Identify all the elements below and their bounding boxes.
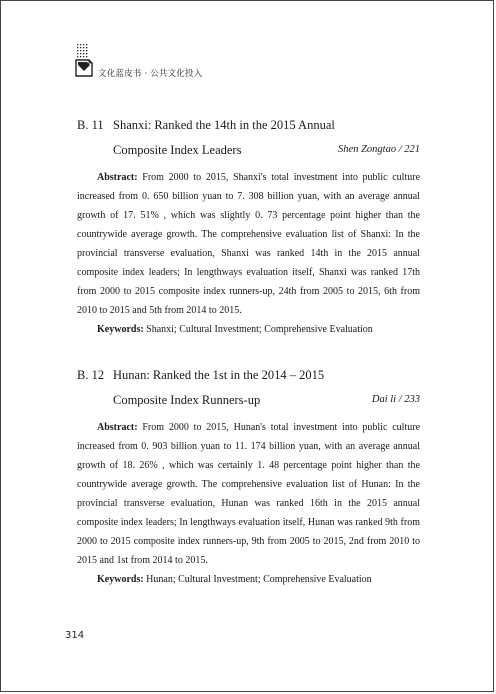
section-title-line1: Hunan: Ranked the 1st in the 2014 – 2015 [113, 368, 325, 382]
running-header: 文化蓝皮书 · 公共文化投入 [98, 69, 203, 79]
keywords-text: Shanxi; Cultural Investment; Comprehensive Evaluation [146, 324, 373, 335]
section-title [77, 367, 420, 383]
section-number: B. 11 [77, 118, 104, 132]
section-title-line1: Shanxi: Ranked the 14th in the 2015 Annual [113, 118, 335, 132]
section-title [77, 117, 420, 133]
section-title-line2: Composite Index Leaders [113, 143, 242, 157]
abstract-paragraph [77, 418, 420, 570]
abstract-paragraph [77, 168, 420, 320]
keywords-line [77, 320, 420, 339]
keywords-text: Hunan; Cultural Investment; Comprehensive Evaluation [146, 574, 372, 585]
section-title-line2-row [77, 142, 420, 158]
abstract-section-b12 [77, 367, 420, 589]
book-series-logo-icon [75, 43, 97, 77]
abstract-label: Abstract: [97, 172, 138, 183]
author-page-ref: Dai li / 233 [371, 394, 420, 405]
abstract-text: From 2000 to 2015, Hunan's total investment into public culture increased from 0. 903 billion yuan to 11. 174 billion yuan, with an average annual growth of 18. 26% , which was certainly 1. 48 percentage point higher than the countrywide average growth. The comprehensive evaluation list of Hunan: In the provincial transverse evaluation, Hunan was ranked 16th in the 2015 annual composite index leaders; In lengthways evaluation itself, Hunan was ranked 9th from 2000 to 2015 composite index runners-up, 9th from 2005 to 2015, 2nd from 2010 to 2015 and 1st from 2014 to 2015. [77, 422, 421, 566]
keywords-label: Keywords: [97, 324, 144, 335]
abstract-section-b11 [77, 117, 420, 339]
page-number: 314 [65, 630, 85, 641]
keywords-line [77, 570, 420, 589]
section-number: B. 12 [77, 368, 105, 382]
section-title-line2: Composite Index Runners-up [113, 393, 261, 407]
abstract-label: Abstract: [97, 422, 138, 433]
section-title-line2-row [77, 392, 420, 408]
keywords-label: Keywords: [97, 574, 144, 585]
author-page-ref: Shen Zongtao / 221 [338, 144, 420, 155]
abstract-text: From 2000 to 2015, Shanxi's total investment into public culture increased from 0. 650 billion yuan to 7. 308 billion yuan, with an average annual growth of 17. 51% , which was slightly 0. 73 percentage point higher than the countrywide average growth. The comprehensive evaluation list of Shanxi: In the provincial transverse evaluation, Shanxi was ranked 14th in the 2015 annual composite index leaders; In lengthways evaluation itself, Shanxi was ranked 17th from 2000 to 2015 composite index runners-up, 24th from 2005 to 2015, 6th from 2010 to 2015 and 5th from 2014 to 2015. [77, 172, 421, 316]
